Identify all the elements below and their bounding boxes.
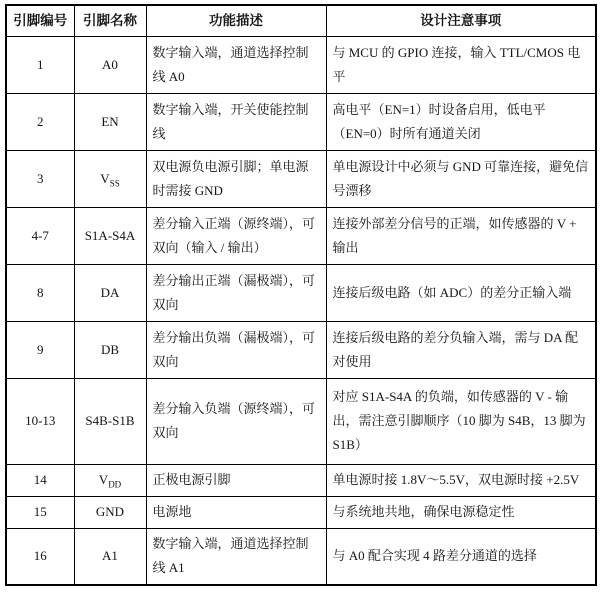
function-cell: 电源地 — [146, 496, 326, 528]
pin-name-cell — [74, 264, 146, 321]
pin-name-cell — [74, 528, 146, 585]
pin-name: DB — [100, 341, 120, 357]
pin-number-cell: 1 — [6, 36, 74, 93]
function-cell: 数字输入端，开关使能控制线 — [146, 93, 326, 150]
table-row — [6, 150, 596, 207]
pin-number-cell: 3 — [6, 150, 74, 207]
pin-name-cell — [74, 93, 146, 150]
function-cell: 双电源负电源引脚；单电源时需接 GND — [146, 150, 326, 207]
pin-number-cell: 4-7 — [6, 207, 74, 264]
function-cell: 差分输入正端（源终端），可双向（输入 / 输出） — [146, 207, 326, 264]
function-cell: 正极电源引脚 — [146, 464, 326, 496]
pin-name-subscript: SS — [109, 178, 120, 189]
pin-name-cell — [74, 496, 146, 528]
table-row — [6, 464, 596, 496]
table-row — [6, 207, 596, 264]
pin-name-cell — [74, 150, 146, 207]
pin-number-cell: 14 — [6, 464, 74, 496]
pin-name: A1 — [102, 548, 118, 564]
pin-number-cell: 9 — [6, 321, 74, 378]
pin-name-cell — [74, 321, 146, 378]
table-row — [6, 264, 596, 321]
design-notes-cell: 连接外部差分信号的正端，如传感器的 V + 输出 — [326, 207, 596, 264]
function-cell: 差分输入负端（源终端），可双向 — [146, 378, 326, 464]
function-cell: 差分输出负端（漏极端），可双向 — [146, 321, 326, 378]
pin-name: V — [98, 472, 109, 487]
design-notes-cell: 高电平（EN=1）时设备启用，低电平（EN=0）时所有通道关闭 — [326, 93, 596, 150]
pin-name: A0 — [102, 56, 118, 72]
column-header-design-notes: 设计注意事项 — [326, 5, 596, 36]
design-notes-cell: 连接后级电路的差分负输入端，需与 DA 配对使用 — [326, 321, 596, 378]
pin-name-cell — [74, 36, 146, 93]
table-row — [6, 93, 596, 150]
pin-name: GND — [95, 504, 125, 519]
pin-name: S4B-S1B — [85, 413, 135, 428]
function-cell: 数字输入端，通道选择控制线 A1 — [146, 528, 326, 585]
pin-number-cell: 2 — [6, 93, 74, 150]
pin-name: S1A-S4A — [84, 227, 136, 243]
pin-number-cell: 10-13 — [6, 378, 74, 464]
table-row — [6, 378, 596, 464]
table-row — [6, 528, 596, 585]
pin-number-cell: 15 — [6, 496, 74, 528]
design-notes-cell: 单电源设计中必须与 GND 可靠连接，避免信号漂移 — [326, 150, 596, 207]
table-row — [6, 321, 596, 378]
pin-name-cell — [74, 207, 146, 264]
function-cell: 差分输出正端（漏极端），可双向 — [146, 264, 326, 321]
pin-name-subscript: DD — [108, 479, 122, 490]
design-notes-cell: 与 MCU 的 GPIO 连接，输入 TTL/CMOS 电平 — [326, 36, 596, 93]
design-notes-cell: 连接后级电路（如 ADC）的差分正输入端 — [326, 264, 596, 321]
table-row — [6, 36, 596, 93]
function-cell: 数字输入端，通道选择控制线 A0 — [146, 36, 326, 93]
design-notes-cell: 与系统地共地，确保电源稳定性 — [326, 496, 596, 528]
pin-number-cell: 16 — [6, 528, 74, 585]
pin-name: V — [100, 170, 110, 186]
column-header-function: 功能描述 — [146, 5, 326, 36]
column-header-pin-number: 引脚编号 — [6, 5, 74, 36]
pin-name-cell — [74, 378, 146, 464]
pin-number-cell: 8 — [6, 264, 74, 321]
column-header-pin-name: 引脚名称 — [74, 5, 146, 36]
design-notes-cell: 与 A0 配合实现 4 路差分通道的选择 — [326, 528, 596, 585]
header-row — [6, 5, 596, 36]
pin-name: DA — [100, 284, 120, 300]
pin-name-cell — [74, 464, 146, 496]
table-row — [6, 496, 596, 528]
pin-name: EN — [101, 113, 119, 129]
design-notes-cell: 单电源时接 1.8V～5.5V，双电源时接 +2.5V — [326, 464, 596, 496]
design-notes-cell: 对应 S1A-S4A 的负端，如传感器的 V - 输出，需注意引脚顺序（10 脚为 S4B，13 脚为 S1B） — [326, 378, 596, 464]
pin-description-table — [5, 4, 597, 586]
